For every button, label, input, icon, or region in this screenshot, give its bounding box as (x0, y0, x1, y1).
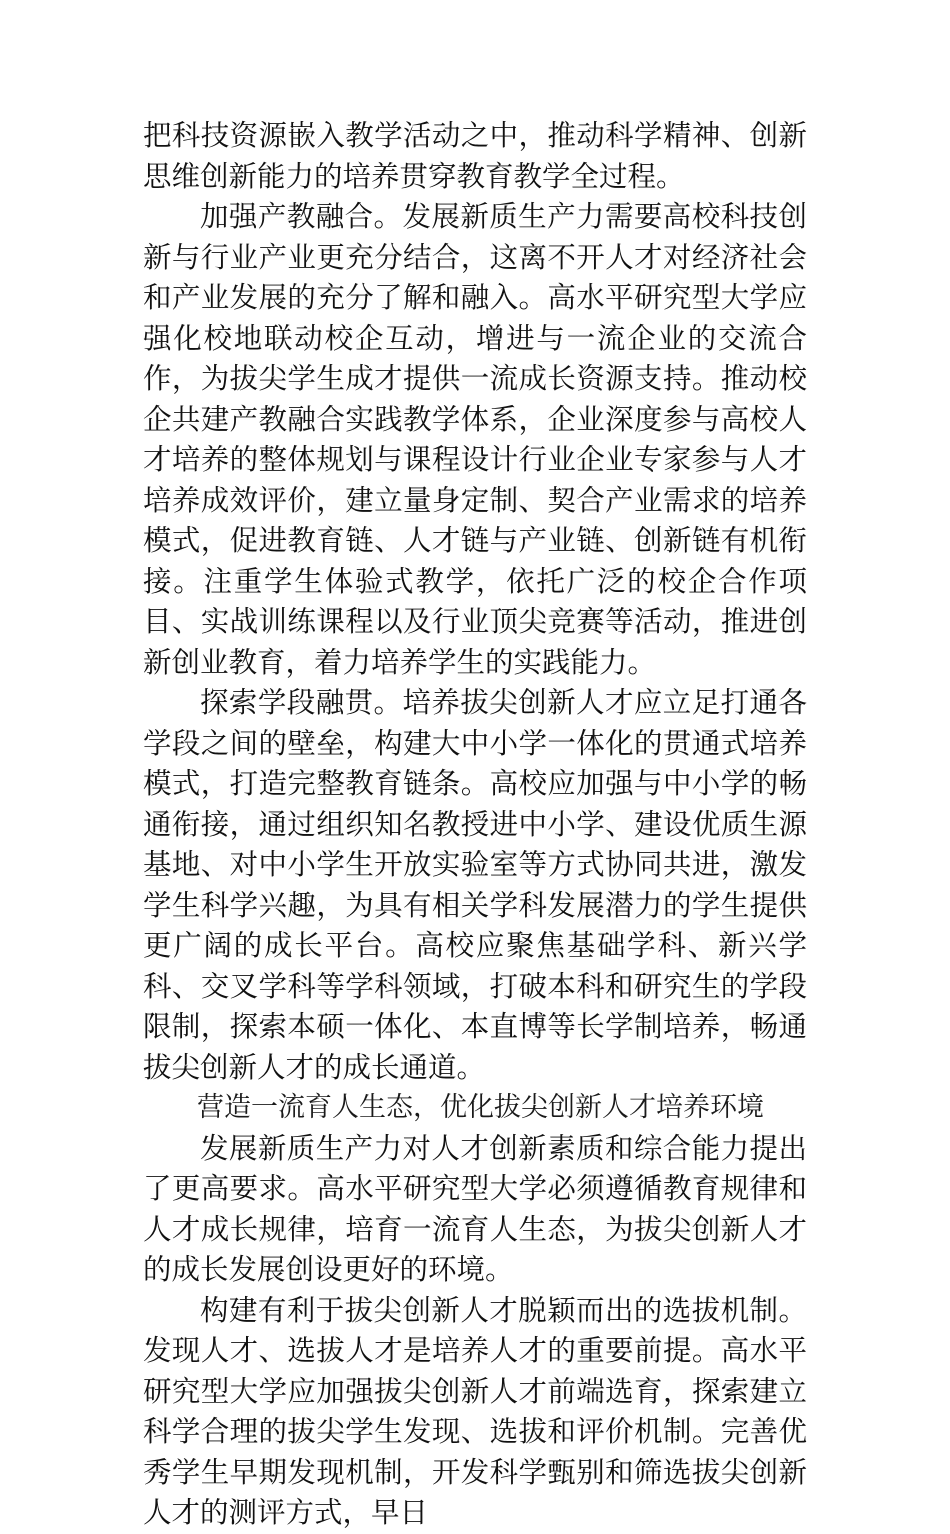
paragraph-section-intro: 发展新质生产力对人才创新素质和综合能力提出了更高要求。高水平研究型大学必须遵循教育规律和人才成长规律，培育一流育人生态，为拔尖创新人才的成长发展创设更好的环境。 (143, 1131, 807, 1286)
paragraph-selection-mechanism: 构建有利于拔尖创新人才脱颖而出的选拔机制。发现人才、选拔人才是培养人才的重要前提。高水平研究型大学应加强拔尖创新人才前端选育，探索建立科学合理的拔尖学生发现、选拔和评价机制。完善优秀学生早期发现机制，开发科学甄别和筛选拔尖创新人才的测评方式，早日 (143, 1293, 807, 1529)
paragraph-stage-integration: 探索学段融贯。培养拔尖创新人才应立足打通各学段之间的壁垒，构建大中小学一体化的贯通式培养模式，打造完整教育链条。高校应加强与中小学的畅通衔接，通过组织知名教授进中小学、建设优质生源基地、对中小学生开放实验室等方式协同共进，激发学生科学兴趣，为具有相关学科发展潜力的学生提供更广阔的成长平台。高校应聚焦基础学科、新兴学科、交叉学科等学科领域，打破本科和研究生的学段限制，探索本硕一体化、本直博等长学制培养，畅通拔尖创新人才的成长通道。 (143, 686, 807, 1084)
paragraph-industry-education-integration: 加强产教融合。发展新质生产力需要高校科技创新与行业产业更充分结合，这离不开人才对经济社会和产业发展的充分了解和融入。高水平研究型大学应强化校地联动校企互动，增进与一流企业的交流合作，为拔尖学生成才提供一流成长资源支持。推动校企共建产教融合实践教学体系，企业深度参与高校人才培养的整体规划与课程设计行业企业专家参与人才培养成效评价，建立量身定制、契合产业需求的培养模式，促进教育链、人才链与产业链、创新链有机衔接。注重学生体验式教学，依托广泛的校企合作项目、实战训练课程以及行业顶尖竞赛等活动，推进创新创业教育，着力培养学生的实践能力。 (143, 200, 807, 679)
paragraph-continuation: 把科技资源嵌入教学活动之中，推动科学精神、创新思维创新能力的培养贯穿教育教学全过程。 (143, 119, 807, 193)
body-text (143, 116, 807, 1534)
section-heading: 营造一流育人生态，优化拔尖创新人才培养环境 (197, 1092, 764, 1123)
